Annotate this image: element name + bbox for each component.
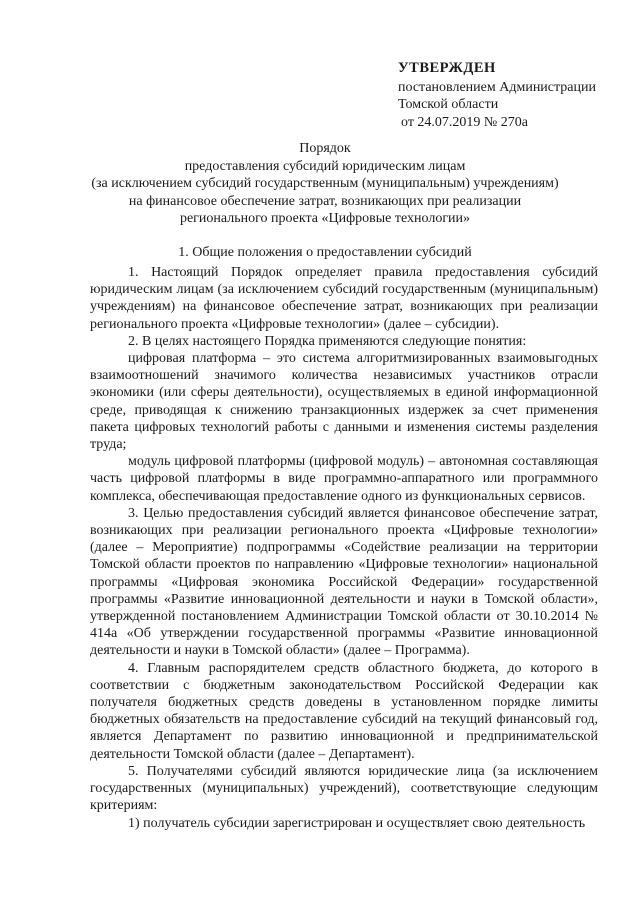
paragraph-8: 1) получатель субсидии зарегистрирован и осуществляет свою деятельность bbox=[128, 815, 586, 831]
paragraph-5: 3. Целью предоставления субсидий является финансовое обеспечение затрат, возникающих при реализации регионального проекта «Цифровые технологии» (далее – Мероприятие) подпрограммы «Содействие реализации на территории Томской области проектов по направлению «Цифровые технологии» национальной программы «Цифровая экономика Российской Федерации» государственной программы «Развитие инновационной деятельности и науки в Томской области», утвержденной постановлением Администрации Томской области от 30.10.2014 № 414а «Об утверждении государственной программы «Развитие инновационной деятельности и науки в Томской области» (далее – Программа). bbox=[90, 505, 598, 659]
section-heading: 1. Общие положения о предоставлении субсидий bbox=[178, 244, 472, 260]
paragraph-2: 2. В целях настоящего Порядка применяются следующие понятия: bbox=[128, 333, 527, 349]
approval-stamp bbox=[398, 60, 630, 131]
document-title-block bbox=[60, 140, 590, 261]
title-line-3: (за исключением субсидий государственным (муниципальным) учреждениям) bbox=[91, 176, 559, 191]
document-body bbox=[90, 264, 598, 832]
approval-line-1: постановлением Администрации bbox=[398, 79, 596, 95]
paragraph-1: 1. Настоящий Порядок определяет правила предоставления субсидий юридическим лицам (за исключением субсидий государственным (муниципальным) учреждениям) на финансовое обеспечение затрат, возникающих при реализации регионального проекта «Цифровые технологии» (далее – субсидии). bbox=[90, 265, 598, 332]
approval-heading: УТВЕРЖДЕН bbox=[398, 60, 496, 76]
approval-line-3: от 24.07.2019 № 270а bbox=[401, 114, 529, 130]
title-line-4: на финансовое обеспечение затрат, возникающих при реализации bbox=[128, 193, 522, 209]
title-line-5: регионального проекта «Цифровые технологии» bbox=[179, 211, 471, 226]
paragraph-4: модуль цифровой платформы (цифровой модуль) – автономная составляющая часть цифровой платформы в виде программно-аппаратного или программного комплекса, обеспечивающая предоставление одного из функциональных сервисов. bbox=[90, 454, 598, 504]
paragraph-3: цифровая платформа – это система алгоритмизированных взаимовыгодных взаимоотношений значимого количества независимых участников отрасли экономики (или сферы деятельности), осуществляемых в единой информационной среде, приводящая к снижению транзакционных издержек за счет применения пакета цифровых технологий работы с данными и изменения системы разделения труда; bbox=[90, 351, 598, 453]
paragraph-6: 4. Главным распорядителем средств областного бюджета, до которого в соответствии с бюджетным законодательством Российской Федерации как получателя бюджетных средств доведены в установленном порядке лимиты бюджетных обязательств на предоставление субсидий на текущий финансовый год, является Департамент по развитию инновационной и предпринимательской деятельности Томской области (далее – Департамент). bbox=[90, 660, 598, 762]
title-line-1: Порядок bbox=[299, 141, 351, 156]
title-line-2: предоставления субсидий юридическим лицам bbox=[184, 158, 466, 174]
approval-line-2: Томской области bbox=[398, 97, 499, 112]
paragraph-7: 5. Получателями субсидий являются юридические лица (за исключением государственных (муниципальных) учреждений), соответствующие следующим критериям: bbox=[90, 763, 598, 814]
